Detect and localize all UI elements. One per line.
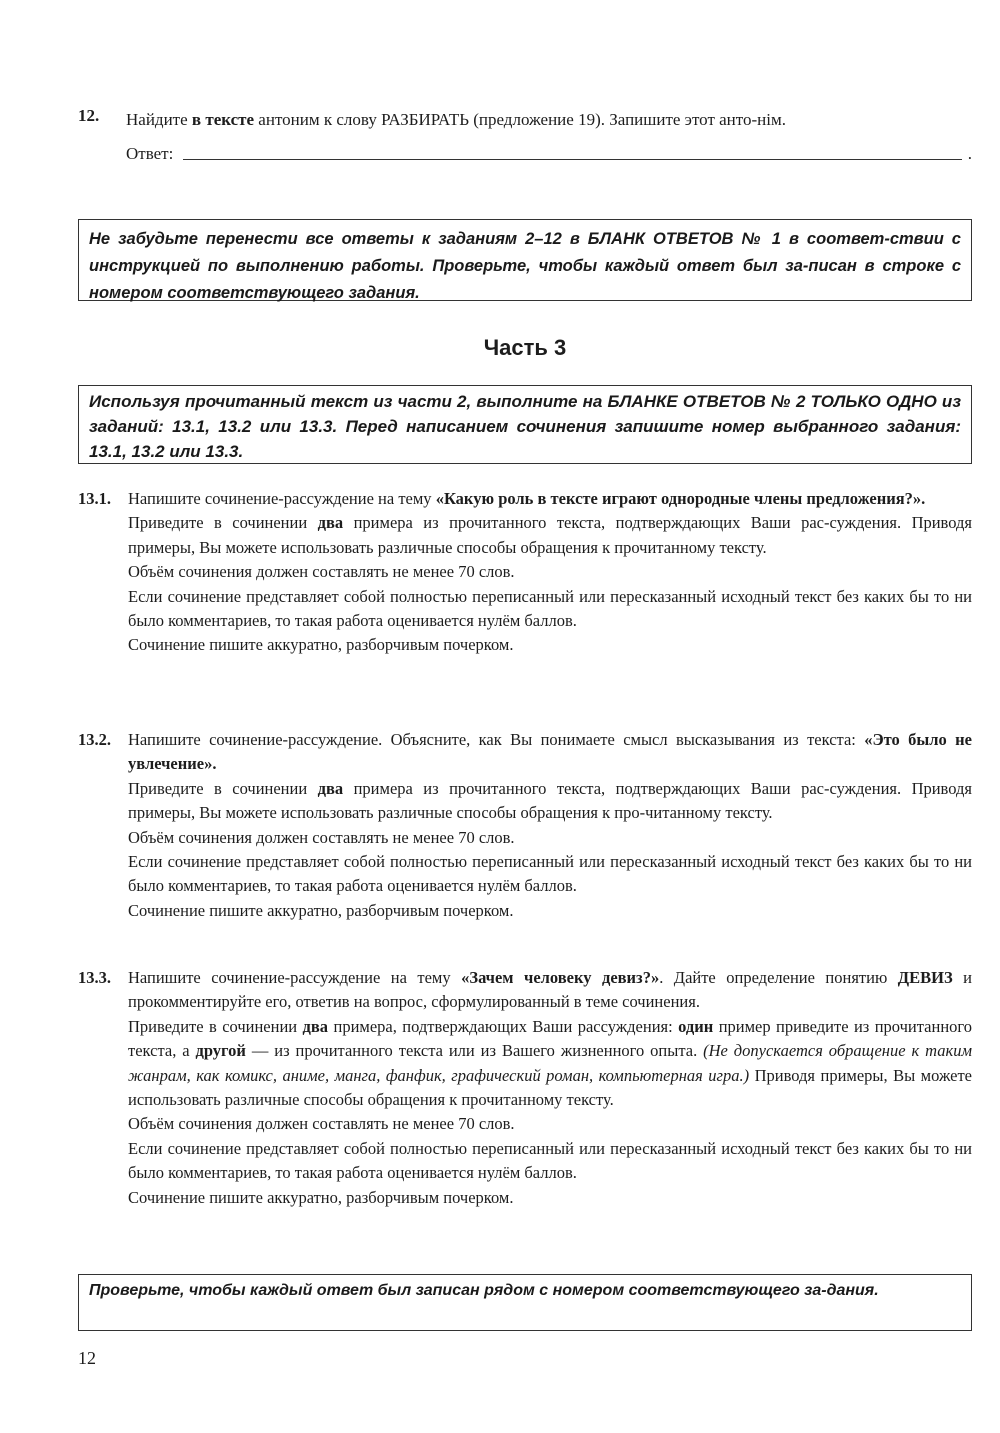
req-text: примера из прочитанного текста, подтверждающих Ваши рас-суждения. Приводя примеры, Вы можете использовать различные способы обращения к про-читанному тексту. [128,778,972,823]
req-bold: один [678,1016,714,1036]
task-text [126,106,972,133]
req-bold: другой [195,1041,246,1061]
task-number: 13.2. [78,730,111,749]
transfer-reminder-box: Не забудьте перенести все ответы к заданиям 2–12 в БЛАНК ОТВЕТОВ № 1 в соответ-ствии с инструкцией по выполнению работы. Проверьте, чтобы каждый ответ был за-писан в строке с номером соответствующего задания. [78,219,972,301]
volume-requirement: Объём сочинения должен составлять не менее 70 слов. [128,562,515,582]
page-number: 12 [78,1348,96,1368]
prompt-text: Напишите сочинение-рассуждение на тему [128,968,462,987]
handwriting-rule: Сочинение пишите аккуратно, разборчивым почерком. [128,1187,514,1207]
quote-end: . [212,754,217,774]
req-text: Приведите в сочинении [128,1016,303,1036]
essay-quote: «Это было не увлечение» [128,730,972,774]
task-prompt [128,728,972,777]
req-text: пример приведите из прочитанного текста, а [128,1016,973,1061]
final-check-box: Проверьте, чтобы каждый ответ был записан рядом с номером соответствующего за-дания. [78,1274,972,1331]
req-bold: два [317,778,344,798]
task-number: 13.3. [78,968,111,987]
text-part: антоним к слову РАЗБИРАТЬ (предложение 19). Запишите этот анто-нім. [254,110,786,129]
prompt-text: Напишите сочинение-рассуждение на тему [128,489,436,508]
task-13-2 [78,728,972,923]
text-bold: в тексте [191,110,255,129]
volume-requirement: Объём сочинения должен составлять не менее 70 слов. [128,827,515,847]
text-part: Найдите [126,110,192,129]
task-number: 13.1. [78,489,111,508]
part-title: Часть 3 [483,335,567,360]
req-text: Приводя примеры, Вы можете использовать различные способы обращения к прочитанному тексту. [128,1065,972,1110]
rewrite-rule: Если сочинение представляет собой полностью переписанный или пересказанный исходный текст без каких бы то ни было комментариев, то такая работа оценивается нулём баллов. [128,1138,972,1183]
req-bold: два [302,1016,329,1036]
req-bold: два [317,513,344,533]
answer-label: Ответ: [126,144,174,163]
handwriting-rule: Сочинение пишите аккуратно, разборчивым почерком. [128,635,514,655]
task-number: 12. [78,106,100,125]
req-text: примера из прочитанного текста, подтверждающих Ваши рас-суждения. Приводя примеры, Вы можете использовать различные способы обращения к прочитанному тексту. [128,513,972,557]
examples-requirement [128,511,972,560]
task-13-3 [78,966,972,1210]
task-prompt [128,487,972,511]
req-text: — из прочитанного текста или из Вашего жизненного опыта. [245,1041,704,1061]
rewrite-rule: Если сочинение представляет собой полностью переписанный или пересказанный исходный текст без каких бы то ни было комментариев, то такая работа оценивается нулём баллов. [128,852,972,896]
handwriting-rule: Сочинение пишите аккуратно, разборчивым почерком. [128,900,514,920]
essay-topic: «Какую роль в тексте играют однородные члены предложения?». [435,489,926,508]
volume-requirement: Объём сочинения должен составлять не менее 70 слов. [128,1114,515,1134]
answer-end: . [967,144,972,163]
task-13-1 [78,487,972,658]
rewrite-rule: Если сочинение представляет собой полностью переписанный или пересказанный исходный текст без каких бы то ни было комментариев, то такая работа оценивается нулём баллов. [128,586,972,631]
prompt-text: Напишите сочинение-рассуждение. Объясните, как Вы понимаете смысл высказывания из текста: [128,730,865,749]
examples-requirement [128,1015,972,1113]
prompt-text: и прокомментируйте его, ответив на вопрос, сформулированный в теме сочинения. [128,968,972,1012]
examples-requirement [128,777,972,826]
task-12 [78,106,972,164]
prompt-text: . Дайте определение понятию [659,968,898,987]
essay-topic: «Зачем человеку девиз?» [461,968,660,987]
req-text: примера, подтверждающих Ваши рассуждения: [328,1016,679,1036]
part3-instruction-box: Используя прочитанный текст из части 2, выполните на БЛАНКЕ ОТВЕТОВ № 2 ТОЛЬКО ОДНО из заданий: 13.1, 13.2 или 13.3. Перед написанием сочинения запишите номер выбранного задания: 13.1, 13.2 или 13.3. [78,385,972,464]
req-text: Приведите в сочинении [128,778,318,798]
answer-line[interactable] [183,141,961,160]
answer-row [126,141,972,164]
req-text: Приведите в сочинении [128,513,318,533]
genre-exclusion: (Не допускается обращение к таким жанрам, как комикс, аниме, манга, фанфик, графический роман, компьютерная игра.) [128,1041,972,1085]
essay-term: ДЕВИЗ [897,968,953,987]
task-prompt [128,966,972,1015]
